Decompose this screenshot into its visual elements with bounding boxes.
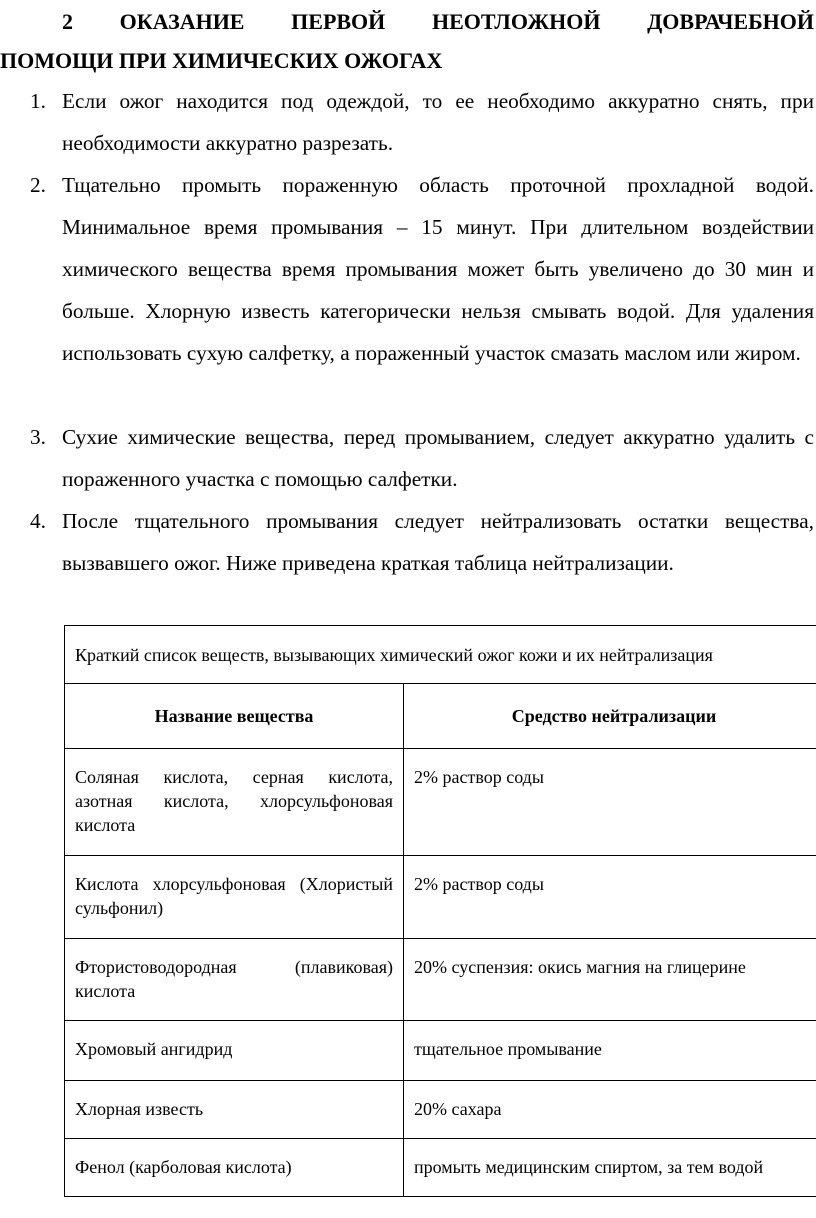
list-item-number: 3. [30,425,46,449]
column-header-agent: Средство нейтрализации [404,684,816,749]
agent-cell: 2% раствор соды [404,749,816,856]
table-row [65,1139,816,1197]
heading-line-2: ПОМОЩИ ПРИ ХИМИЧЕСКИХ ОЖОГАХ [0,48,443,73]
heading-word: 2 [62,9,73,34]
heading-word: ПЕРВОЙ [291,9,386,34]
substance-cell: Фенол (карболовая кислота) [65,1139,404,1197]
agent-cell: 20% сахара [404,1081,816,1139]
list-item-text: Тщательно промыть пораженную область проточной прохладной водой. Минимальное время промывания – 15 минут. При длительном воздействии химического вещества время промывания может быть увеличено до 30 мин и больше. Хлорную известь категорически нельзя смывать водой. Для удаления использовать сухую салфетку, а пораженный участок смазать маслом или жиром. [62,173,814,365]
substance-cell: Хлорная известь [65,1081,404,1139]
substance-cell: Фтористоводородная (плавиковая) кислота [65,939,404,1021]
first-aid-steps [0,80,814,626]
table-row [65,749,816,856]
list-item [0,416,814,500]
substance-cell: Соляная кислота, серная кислота, азотная кислота, хлорсульфоновая кислота [65,749,404,856]
table-row [65,1021,816,1081]
agent-cell: 20% суспензия: окись магния на глицерине [404,939,816,1021]
list-item [0,500,814,626]
list-item-number: 1. [30,89,46,113]
heading-word: НЕОТЛОЖНОЙ [431,9,601,34]
list-item [0,164,814,416]
agent-cell: промыть медицинским спиртом, за тем водой [404,1139,816,1197]
heading-word: ОКАЗАНИЕ [119,9,245,34]
section-heading [0,2,814,80]
list-item-text: После тщательного промывания следует нейтрализовать остатки вещества, вызвавшего ожог. Ниже приведена краткая таблица нейтрализации. [62,509,814,575]
substance-cell: Кислота хлорсульфоновая (Хлористый сульфонил) [65,856,404,939]
heading-line-1 [0,2,814,41]
list-item-text: Сухие химические вещества, перед промыванием, следует аккуратно удалить с пораженного участка с помощью салфетки. [62,425,814,491]
table-caption: Краткий список веществ, вызывающих химический ожог кожи и их нейтрализация [65,626,816,684]
agent-cell: тщательное промывание [404,1021,816,1081]
table-header-row [65,684,816,749]
neutralization-table [64,625,816,1197]
list-item-number: 2. [30,173,46,197]
heading-word: ДОВРАЧЕБНОЙ [647,9,814,34]
substance-cell: Хромовый ангидрид [65,1021,404,1081]
column-header-substance: Название вещества [65,684,404,749]
table-row [65,856,816,939]
agent-cell: 2% раствор соды [404,856,816,939]
list-item-text: Если ожог находится под одеждой, то ее необходимо аккуратно снять, при необходимости аккуратно разрезать. [62,89,814,155]
table-row [65,1081,816,1139]
table-caption-row [65,626,816,684]
list-item [0,80,814,164]
list-item-number: 4. [30,509,46,533]
table-row [65,939,816,1021]
